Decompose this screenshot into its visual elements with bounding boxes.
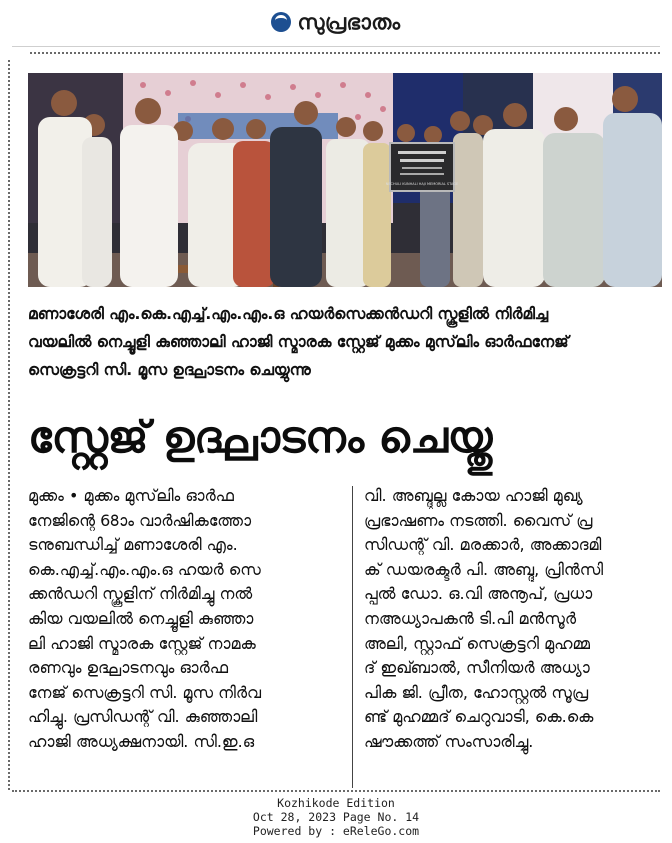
article-line: ക് ഡയരക്ടർ പി. അബ്ദു, പ്രിൻസി (364, 559, 604, 579)
article-line: രണവും ഉദ്ഘാടനവും ഓർഫ (28, 658, 229, 678)
article-line: മുക്കം • മുക്കം മുസ്‌ലിം ഓർഫ (28, 486, 234, 505)
article-line: ദ് ഇഖ്ബാൽ, സീനിയർ അധ്യാ (364, 658, 590, 678)
article-line: സിഡന്റ് വി. മരക്കാർ, അക്കാദമി (364, 535, 602, 555)
article-line: വി. അബ്ദുല്ല കോയ ഹാജി മുഖ്യ (364, 486, 583, 505)
clipping-top-border (30, 52, 660, 54)
article-line: ലി ഹാജി സ്മാരക സ്റ്റേജ് നാമക (28, 633, 256, 653)
masthead (0, 0, 672, 44)
edition-label: Kozhikode Edition (277, 796, 395, 810)
article-line: ടനുബന്ധിച്ച് മണാശേരി എം. (28, 535, 238, 555)
news-photo (28, 73, 662, 287)
article-headline: സ്റ്റേജ് ഉദ്ഘാടനം ചെയ്തു (28, 412, 492, 463)
caption-line: മണാശേരി എം.കെ.എച്ച്.എം.എം.ഒ ഹയർസെക്കൻഡറി സ്കൂളിൽ നിർമിച്ച (28, 305, 549, 323)
plaque-text: NECHULI KUNHALI HAJI MEMORIAL STAGE (385, 182, 459, 186)
article-line: കെ.എച്ച്.എം.എം.ഒ ഹയർ സെ (28, 559, 261, 579)
article-line: നേജിന്റെ 68ാം വാർഷികത്തോ (28, 510, 252, 530)
clipping-bottom-border (12, 790, 660, 792)
caption-line: വയലിൽ നെച്ചൂളി കുഞ്ഞാലി ഹാജി സ്മാരക സ്റ്റേജ് മുക്കം മുസ്‌ലിം ഓർഫനേജ് (28, 333, 569, 351)
article-line: പ്പൽ ഡോ. ഒ.വി അനൂപ്, പ്രധാ (364, 584, 593, 604)
column-divider (352, 486, 353, 788)
article-line: അലി, സ്റ്റാഫ് സെക്രട്ടറി മുഹമ്മ (364, 633, 590, 653)
article-line: പ്രഭാഷണം നടത്തി. വൈസ് പ്ര (364, 510, 593, 530)
page-footer (0, 796, 672, 838)
caption-line: സെക്രട്ടറി സി. മൂസ ഉദ്ഘാടനം ചെയ്യുന്നു (28, 361, 311, 379)
article-line: നഅധ്യാപകൻ ടി.പി മൻസൂർ (364, 608, 577, 628)
photo-caption (28, 300, 658, 384)
article-line: ഷൗക്കത്ത് സംസാരിച്ചു. (364, 731, 534, 751)
article-column-right (364, 484, 672, 755)
article-line: ണ്ട് മുഹമ്മദ് ചെറുവാടി, കെ.കെ (364, 707, 594, 727)
article-line: ക്കൻഡറി സ്കൂളിന് നിർമിച്ചു നൽ (28, 584, 253, 604)
article-line: പിക ജി. പ്രീത, ഹോസ്റ്റൽ സൂപ്ര (364, 682, 589, 702)
masthead-divider (12, 46, 660, 47)
date-page-label: Oct 28, 2023 Page No. 14 (252, 810, 420, 824)
clipping-left-border (8, 60, 10, 790)
newspaper-name: സുപ്രഭാതം (297, 9, 401, 34)
article-line: ഹിച്ചു. പ്രസിഡന്റ് വി. കുഞ്ഞാലി (28, 707, 258, 727)
article-column-left (28, 484, 342, 755)
suprabhaatham-logo-icon (271, 12, 291, 32)
article-line: കിയ വയലിൽ നെച്ചൂളി കുഞ്ഞാ (28, 608, 254, 628)
article-line: നേജ് സെക്രട്ടറി സി. മൂസ നിർവ (28, 682, 262, 702)
article-line: ഹാജി അധ്യക്ഷനായി. സി.ഇ.ഒ (28, 731, 255, 751)
powered-by-label: Powered by : eReleGo.com (252, 824, 420, 838)
